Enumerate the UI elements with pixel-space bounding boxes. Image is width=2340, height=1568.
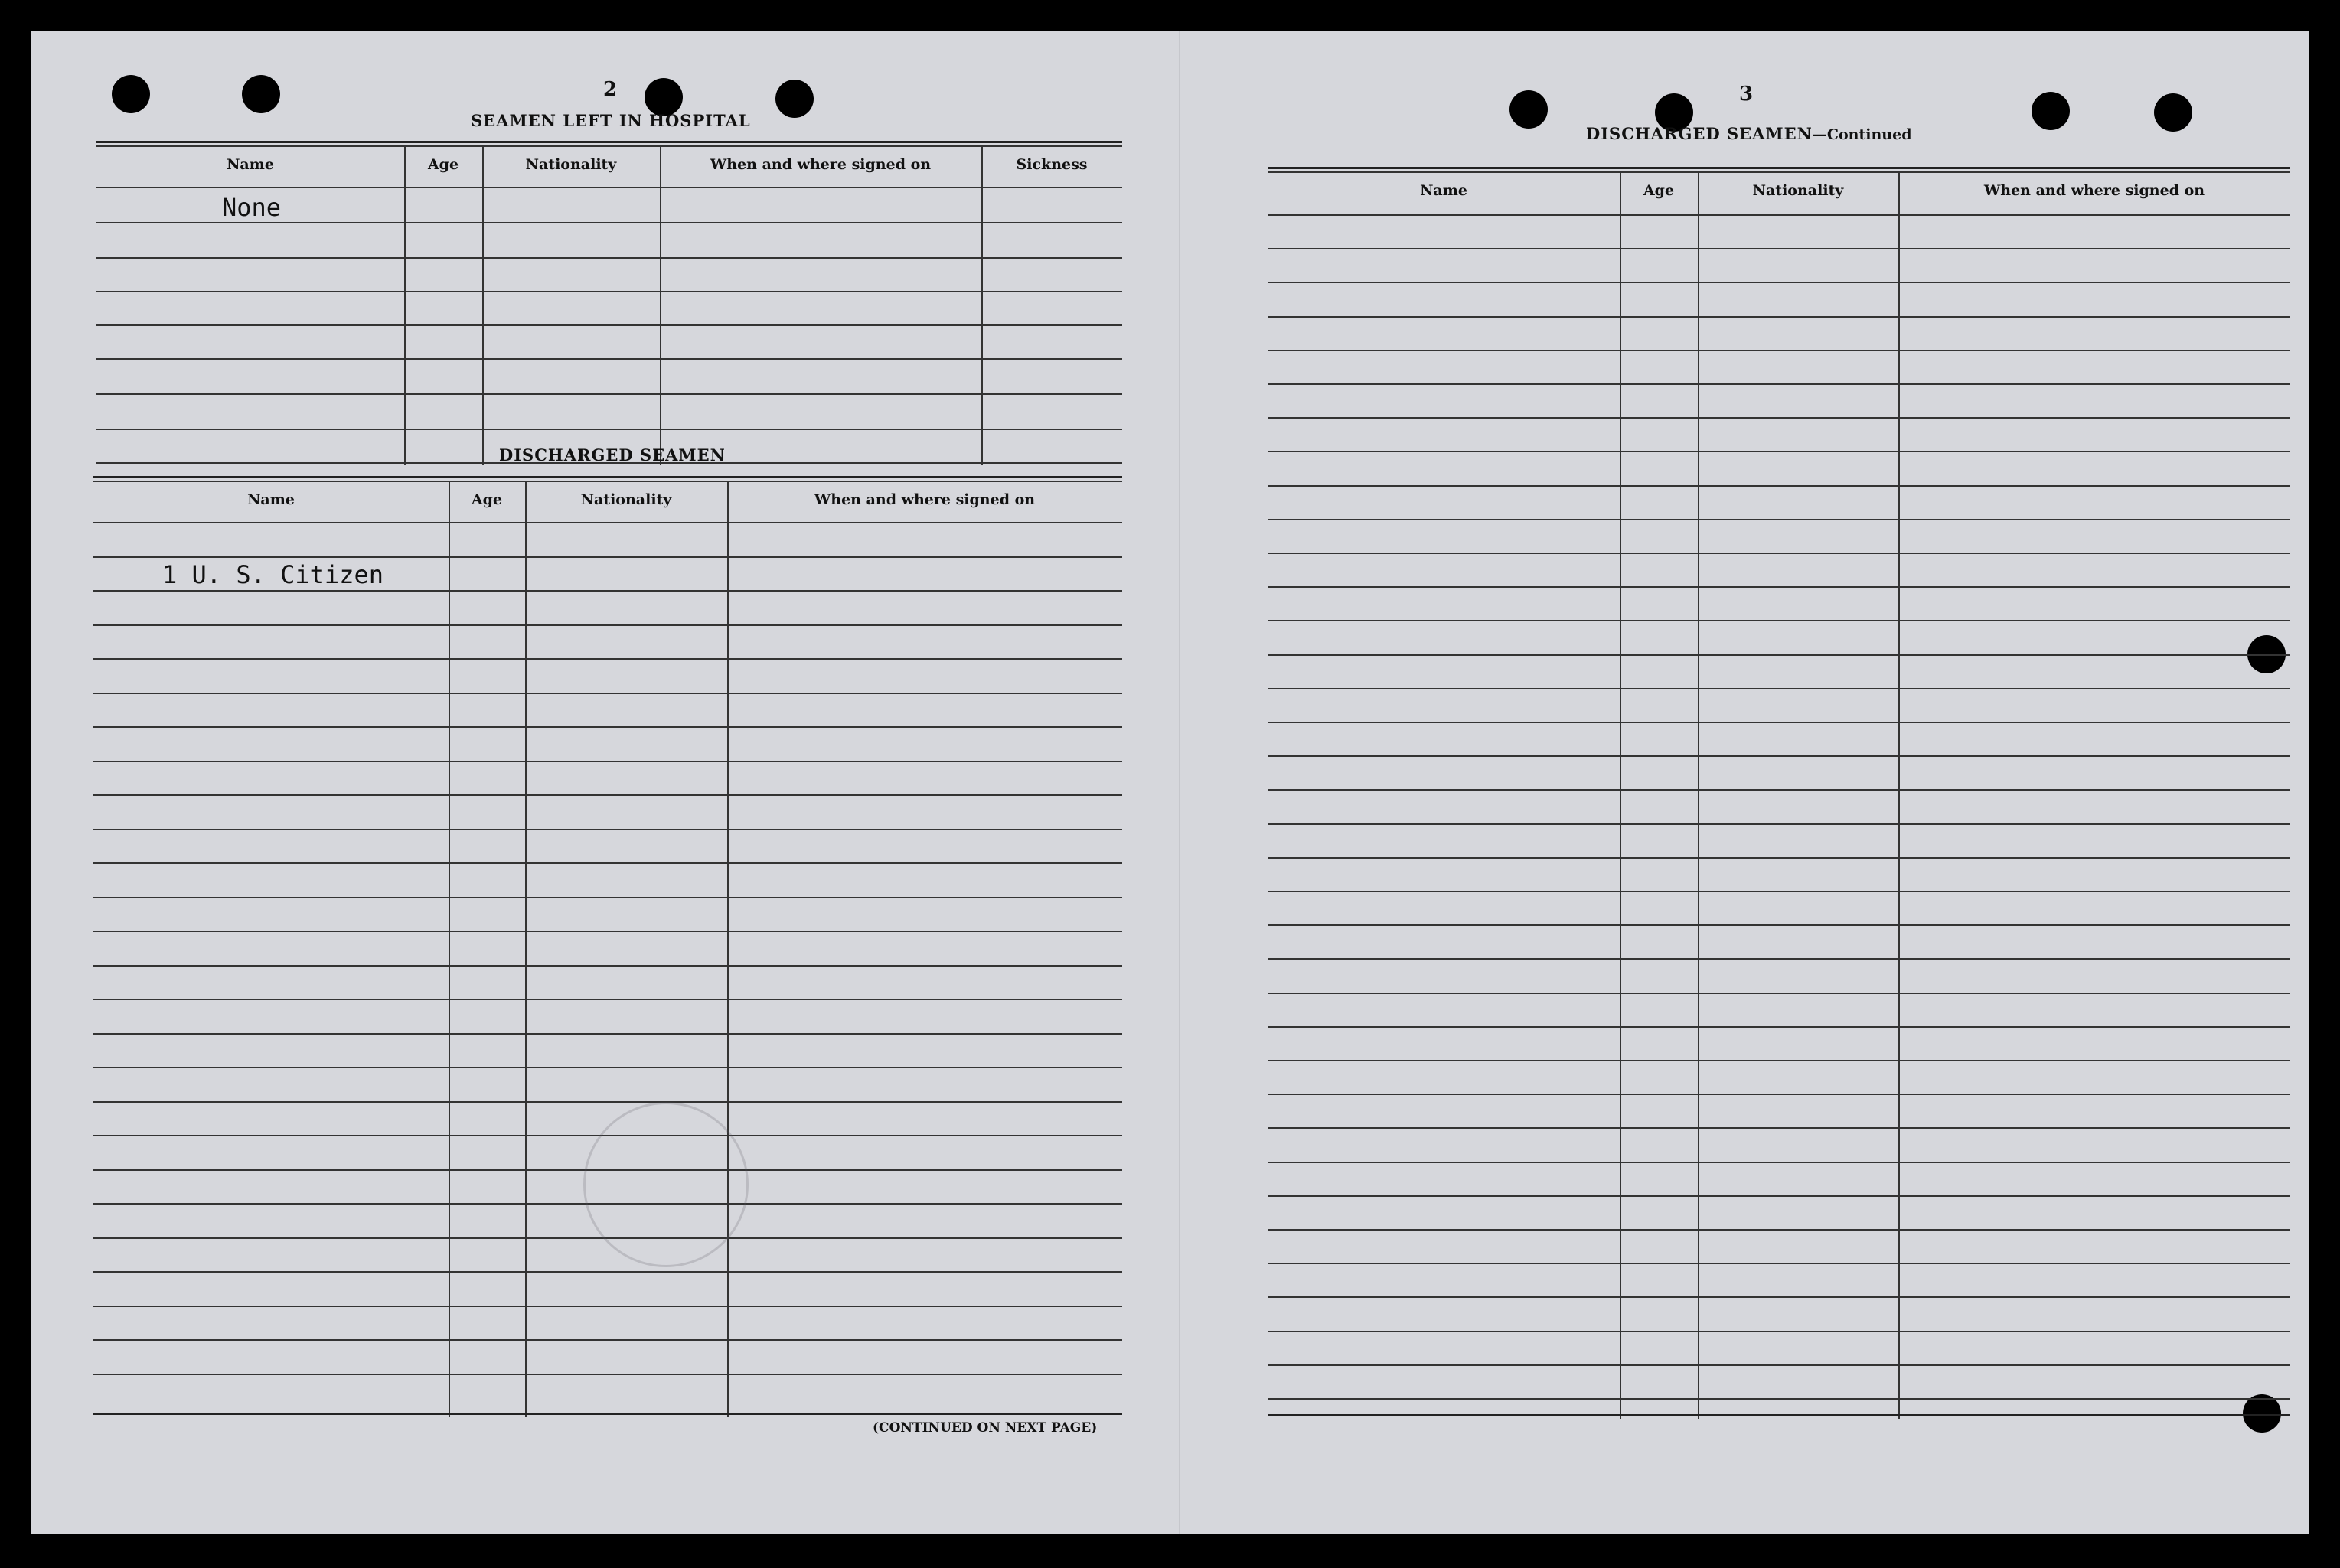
- punch-hole: [242, 75, 280, 113]
- column-header-age: Age: [427, 156, 459, 173]
- column-header-sickness: Sickness: [1016, 156, 1088, 173]
- ruled-line: [1268, 924, 2290, 926]
- ruled-line: [1268, 1263, 2290, 1264]
- ruled-line: [1268, 316, 2290, 318]
- ruled-line: [1268, 755, 2290, 757]
- ruled-line: [93, 1033, 1122, 1035]
- column-header-age: Age: [471, 491, 503, 508]
- page-3: [1179, 31, 2309, 1534]
- ruled-line: [93, 726, 1122, 728]
- ruled-line: [1268, 620, 2290, 621]
- ruled-line: [1268, 823, 2290, 825]
- ruled-line: [93, 965, 1122, 967]
- hospital-entry: None: [222, 193, 282, 222]
- ruled-line: [1268, 688, 2290, 689]
- ruled-line: [93, 999, 1122, 1000]
- ruled-line: [1268, 350, 2290, 351]
- ruled-line: [1268, 722, 2290, 723]
- ruled-line: [93, 829, 1122, 830]
- discharged-entry: 1 U. S. Citizen: [162, 560, 383, 589]
- ruled-line: [93, 761, 1122, 762]
- discharged-continued-table: [1268, 167, 2290, 1419]
- column-header-name: Name: [227, 156, 274, 173]
- ruled-line: [93, 522, 1122, 523]
- discharged-continued-title: [1586, 124, 1912, 143]
- ruled-line: [1268, 958, 2290, 960]
- ruled-line: [1268, 519, 2290, 520]
- ruled-line: [1268, 248, 2290, 249]
- ruled-line: [1268, 789, 2290, 791]
- column-header-nationality: Nationality: [1752, 182, 1844, 199]
- hospital-section-title: SEAMEN LEFT IN HOSPITAL: [471, 111, 751, 130]
- ruled-line: [1268, 1127, 2290, 1129]
- column-header-nationality: Nationality: [525, 156, 617, 173]
- ruled-line: [1268, 1331, 2290, 1332]
- ruled-line: [1268, 993, 2290, 994]
- ruled-line: [93, 794, 1122, 796]
- ruled-line: [93, 693, 1122, 694]
- ruled-line: [1268, 1229, 2290, 1231]
- column-header-signed-on: When and where signed on: [710, 156, 932, 173]
- punch-hole: [112, 75, 150, 113]
- ruled-line: [1268, 891, 2290, 892]
- ruled-line: [1268, 1026, 2290, 1028]
- column-header-signed-on: When and where signed on: [1983, 182, 2205, 199]
- faded-stamp: [583, 1102, 749, 1267]
- ruled-line: [93, 862, 1122, 864]
- column-header-age: Age: [1643, 182, 1675, 199]
- ruled-line: [1268, 383, 2290, 385]
- title-suffix: —Continued: [1812, 126, 1912, 143]
- punch-hole: [2032, 92, 2070, 130]
- ruled-line: [93, 931, 1122, 932]
- ruled-line: [1268, 1162, 2290, 1163]
- discharged-section-title: DISCHARGED SEAMEN: [499, 445, 726, 465]
- ruled-line: [1268, 1195, 2290, 1197]
- ruled-line: [1268, 282, 2290, 283]
- ruled-line: [1268, 1398, 2290, 1400]
- ruled-line: [93, 1067, 1122, 1068]
- ruled-line: [1268, 451, 2290, 452]
- ruled-line: [93, 556, 1122, 558]
- ruled-line: [93, 1271, 1122, 1273]
- title-text: DISCHARGED SEAMEN: [1586, 124, 1813, 143]
- ruled-line: [1268, 485, 2290, 487]
- ruled-line: [1268, 857, 2290, 859]
- ruled-line: [93, 590, 1122, 592]
- ruled-line: [1268, 1094, 2290, 1095]
- ruled-line: [93, 658, 1122, 660]
- punch-hole: [775, 80, 814, 118]
- column-header-signed-on: When and where signed on: [814, 491, 1036, 508]
- discharged-table: [93, 476, 1122, 1417]
- ruled-line: [1268, 586, 2290, 588]
- ruled-line: [1268, 417, 2290, 419]
- document-sheet: [31, 31, 2309, 1534]
- ruled-line: [1268, 214, 2290, 216]
- punch-hole: [1509, 90, 1548, 129]
- ruled-line: [1268, 1060, 2290, 1061]
- ruled-line: [1268, 654, 2290, 656]
- page-2: [31, 31, 1179, 1534]
- punch-hole: [2154, 93, 2192, 132]
- ruled-line: [93, 1306, 1122, 1307]
- ruled-line: [93, 1101, 1122, 1103]
- page-number: 2: [603, 78, 618, 101]
- ruled-line: [93, 624, 1122, 626]
- ruled-line: [1268, 1364, 2290, 1366]
- column-header-name: Name: [1420, 182, 1467, 199]
- column-header-nationality: Nationality: [580, 491, 672, 508]
- hospital-table: [96, 141, 1122, 465]
- ruled-line: [1268, 553, 2290, 554]
- ruled-line: [1268, 1296, 2290, 1298]
- ruled-line: [93, 1339, 1122, 1341]
- column-header-name: Name: [247, 491, 295, 508]
- ruled-line: [93, 897, 1122, 898]
- page-number: 3: [1739, 83, 1754, 106]
- ruled-line: [93, 1374, 1122, 1375]
- continued-footer: (CONTINUED ON NEXT PAGE): [873, 1420, 1098, 1436]
